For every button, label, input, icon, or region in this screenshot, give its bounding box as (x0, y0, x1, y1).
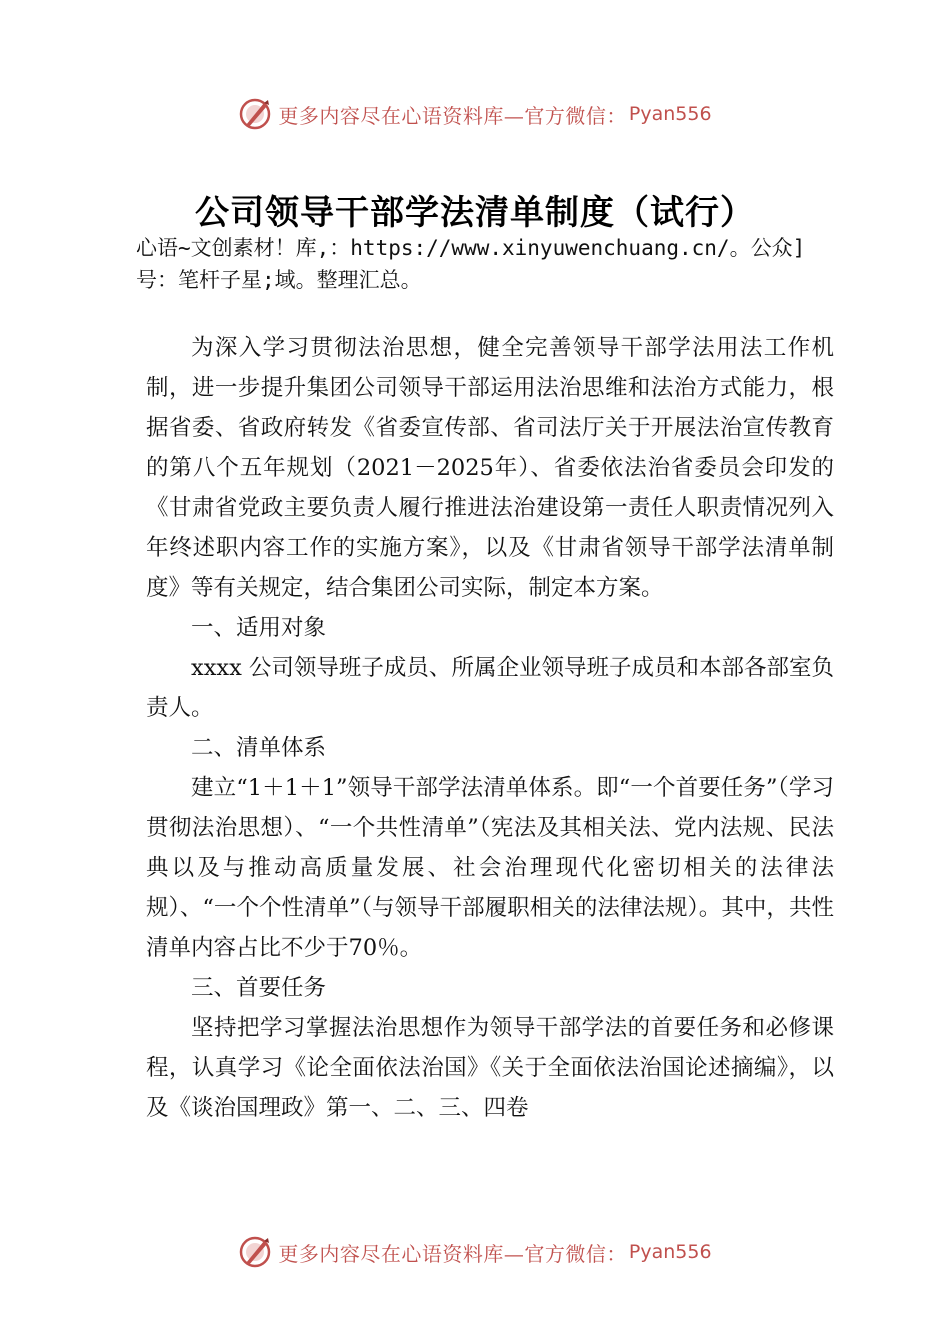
pen-logo-icon (238, 1235, 272, 1269)
wechat-id: Pyan556 (628, 1241, 712, 1263)
document-body (146, 328, 834, 1128)
intro-paragraph: 为深入学习贯彻法治思想，健全完善领导干部学法用法工作机制，进一步提升集团公司领导干部运用法治思维和法治方式能力，根据省委、省政府转发《省委宣传部、省司法厅关于开展法治宣传教育的第八个五年规划（2021－2025年）、省委依法治省委员会印发的《甘肃省党政主要负责人履行推进法治建设第一责任人职责情况列入年终述职内容工作的实施方案》，以及《甘肃省领导干部学法清单制度》等有关规定，结合集团公司实际，制定本方案。 (146, 335, 834, 601)
banner-text: 更多内容尽在心语资料库—官方微信： (278, 103, 627, 128)
banner-text: 更多内容尽在心语资料库—官方微信： (278, 1241, 627, 1266)
document-title: 公司领导干部学法清单制度（试行） (195, 193, 755, 233)
system-paragraph: 建立“1＋1＋1”领导干部学法清单体系。即“一个首要任务”（学习贯彻法治思想）、“一个共性清单”（宪法及其相关法、党内法规、民法典以及与推动高质量发展、社会治理现代化密切相关的法律法规）、“一个个性清单”（与领导干部履职相关的法律法规）。其中，共性清单内容占比不少于70％。 (146, 775, 834, 961)
task-paragraph: 坚持把学习掌握法治思想作为领导干部学法的首要任务和必修课程，认真学习《论全面依法治国》《关于全面依法治国论述摘编》，以及《谈治国理政》第一、二、三、四卷 (146, 1015, 834, 1121)
pen-logo-icon (238, 97, 272, 131)
section-heading-system: 二、清单体系 (191, 735, 327, 761)
header-banner (0, 94, 950, 134)
footer-banner (0, 1232, 950, 1272)
wechat-id: Pyan556 (628, 103, 712, 125)
section-heading-scope: 一、适用对象 (191, 615, 327, 641)
source-note: 心语~文创素材！库,：https://www.xinyuwenchuang.cn/。公众]号：笔杆子星;域。整理汇总。 (136, 236, 806, 292)
section-heading-task: 三、首要任务 (191, 975, 327, 1001)
scope-paragraph: xxxx 公司领导班子成员、所属企业领导班子成员和本部各部室负责人。 (146, 655, 834, 721)
